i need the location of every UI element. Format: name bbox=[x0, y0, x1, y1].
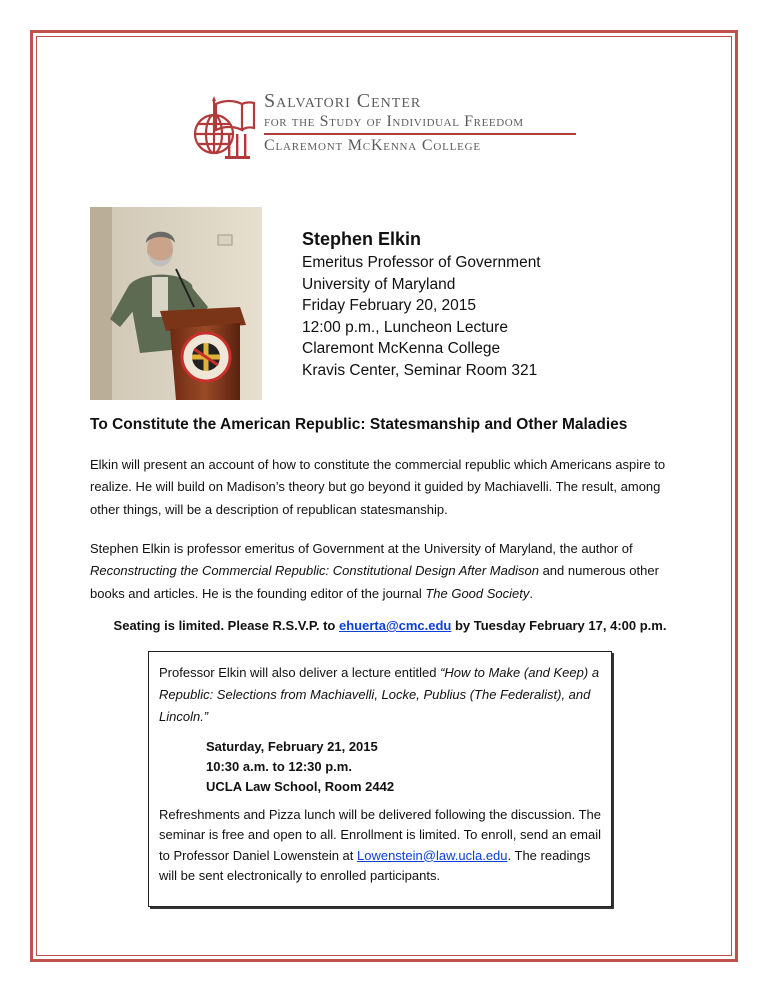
bio-text-2: and numerous other books and articles. He is the founding editor of the journal bbox=[90, 563, 659, 601]
lecture-title: To Constitute the American Republic: Statesmanship and Other Maladies bbox=[90, 416, 628, 433]
speaker-photo bbox=[90, 207, 262, 400]
bio-text-3: . bbox=[529, 585, 534, 601]
event-room: Kravis Center, Seminar Room 321 bbox=[302, 361, 538, 379]
rsvp-text-before: Seating is limited. Please R.S.V.P. to bbox=[113, 618, 339, 633]
second-lecture-title: “How to Make (and Keep) a Republic: Selections from Machiavelli, Locke, Publius (The Federalist), and Lincoln.” bbox=[159, 665, 600, 725]
rsvp-text-after: by Tuesday February 17, 4:00 p.m. bbox=[451, 618, 667, 633]
speaker-university: University of Maryland bbox=[302, 275, 456, 293]
second-lecture-date: Saturday, February 21, 2015 bbox=[206, 738, 378, 754]
seminar-info bbox=[159, 805, 601, 887]
logo-subtitle: for the Study of Individual Freedom bbox=[264, 113, 524, 130]
enroll-email-link[interactable]: Lowenstein@law.ucla.edu bbox=[357, 847, 508, 863]
logo-divider bbox=[264, 133, 576, 135]
speaker-info bbox=[302, 226, 541, 382]
bio-text-1: Stephen Elkin is professor emeritus of Government at the University of Maryland, the author of bbox=[90, 541, 633, 556]
second-lecture-time: 10:30 a.m. to 12:30 p.m. bbox=[206, 758, 352, 774]
globe-book-emblem-icon bbox=[192, 90, 256, 162]
logo-college: Claremont McKenna College bbox=[264, 137, 481, 154]
second-lecture-intro-text: Professor Elkin will also deliver a lecture entitled bbox=[159, 665, 441, 680]
lecture-description: Elkin will present an account of how to constitute the commercial republic which Americans aspire to realize. He will build on Madison’s theory but go beyond it guided by Machiavelli. The result, among other things, will be a description of republican statesmanship. bbox=[90, 457, 666, 517]
second-lecture-details bbox=[159, 737, 601, 797]
second-lecture-intro bbox=[159, 662, 601, 729]
speaker-title: Emeritus Professor of Government bbox=[302, 254, 541, 271]
event-date: Friday February 20, 2015 bbox=[302, 297, 477, 315]
seminar-info-after: . The readings will be sent electronically to enrolled participants. bbox=[159, 847, 591, 884]
speaker-name: Stephen Elkin bbox=[302, 229, 422, 249]
second-lecture-box bbox=[148, 651, 612, 907]
rsvp-notice bbox=[90, 618, 690, 633]
bio-book-title: Reconstructing the Commercial Republic: Constitutional Design After Madison bbox=[90, 563, 539, 579]
salvatori-center-logo bbox=[192, 90, 592, 162]
seminar-info-text: Refreshments and Pizza lunch will be delivered following the discussion. The seminar is free and open to all. Enrollment is limited. To enroll, send an email to Professor Daniel Lowenstein at bbox=[159, 806, 601, 863]
bio-journal-title: The Good Society bbox=[425, 585, 530, 601]
event-venue: Claremont McKenna College bbox=[302, 340, 501, 358]
second-lecture-location: UCLA Law School, Room 2442 bbox=[206, 778, 395, 794]
rsvp-email-link[interactable]: ehuerta@cmc.edu bbox=[338, 618, 452, 633]
event-time: 12:00 p.m., Luncheon Lecture bbox=[302, 318, 508, 336]
logo-title: Salvatori Center bbox=[264, 90, 422, 112]
speaker-bio bbox=[90, 538, 690, 605]
